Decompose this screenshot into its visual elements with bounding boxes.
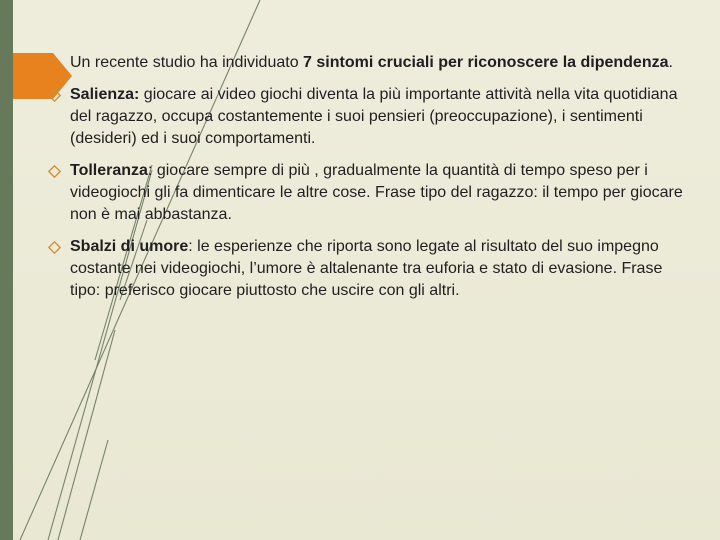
- diamond-outline-icon: [48, 165, 61, 178]
- item-term: Tolleranza: [70, 162, 148, 179]
- intro-bold-text: 7 sintomi cruciali per riconoscere la dipendenza: [303, 54, 669, 71]
- list-item-sbalzi-di-umore: [48, 236, 688, 302]
- item-text: giocare ai video giochi diventa la più importante attività nella vita quotidiana del ragazzo, occupa costantemente i suoi pensieri (preoccupazione), i sentimenti (desideri) ed i suoi comportamenti.: [70, 86, 678, 147]
- item-term: Sbalzi di umore: [70, 238, 189, 255]
- item-text: : giocare sempre di più , gradualmente la quantità di tempo speso per i videogiochi gli fa dimenticare le altre cose. Frase tipo del ragazzo: il tempo per giocare non è mai abbastanza.: [70, 162, 683, 223]
- diamond-outline-icon: [48, 89, 61, 102]
- intro-text: Un recente studio ha individuato: [70, 54, 304, 71]
- list-item-salienza: [48, 84, 688, 150]
- item-term: Salienza:: [70, 86, 140, 103]
- intro-paragraph: [48, 52, 688, 74]
- slide-content: [48, 52, 688, 312]
- list-item-tolleranza: [48, 160, 688, 226]
- diamond-outline-icon: [48, 241, 61, 254]
- item-text: : le esperienze che riporta sono legate al risultato del suo impegno costante nei videogiochi, l’umore è altalenante tra euforia e stato di evasione. Frase tipo: preferisco giocare piuttosto che uscire con gli altri.: [70, 238, 663, 299]
- intro-text-end: .: [668, 54, 673, 71]
